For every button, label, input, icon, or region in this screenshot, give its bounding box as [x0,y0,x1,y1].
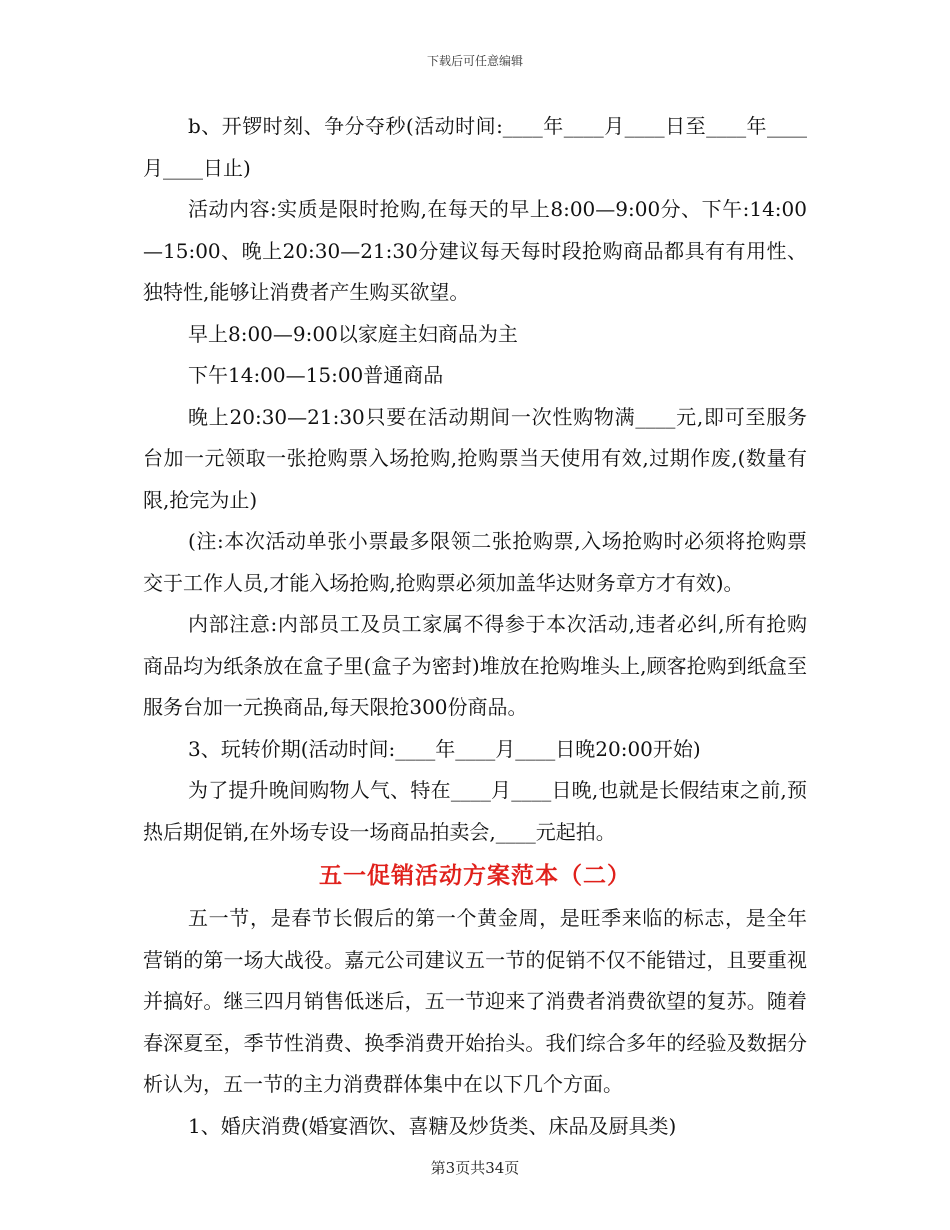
paragraph-wedding-consumption: 1、婚庆消费(婚宴酒饮、喜糖及炒货类、床品及厨具类) [188,1113,677,1138]
paragraph-afternoon-slot: 下午14:00—15:00普通商品 [188,363,444,387]
paragraph-activity-content: 活动内容:实质是限时抢购,在每天的早上8:00—9:00分、下午:14:00—15:00、晚上20:30—21:30分建议每天每时段抢购商品都具有有用性、独特性,能够让消费者产生购买欲望。 [143,197,807,304]
paragraph-opening-time: b、开锣时刻、争分夺秒(活动时间:____年____月____日至____年____月____日止) [143,114,807,180]
paragraph-may-day-intro: 五一节，是春节长假后的第一个黄金周，是旺季来临的标志，是全年营销的第一场大战役。嘉元公司建议五一节的促销不仅不能错过，且要重视并搞好。继三四月销售低迷后，五一节迎来了消费者消费欲望的复苏。随着春深夏至，季节性消费、换季消费开始抬头。我们综合多年的经验及数据分析认为，五一节的主力消费群体集中在以下几个方面。 [143,906,807,1096]
paragraph-price-period: 3、玩转价期(活动时间:____年____月____日晚20:00开始) [188,736,701,761]
page-header-note: 下载后可任意编辑 [426,54,523,68]
page-number: 第3页共34页 [430,1159,520,1177]
paragraph-morning-slot: 早上8:00—9:00以家庭主妇商品为主 [188,321,518,346]
paragraph-internal-note: 内部注意:内部员工及员工家属不得参于本次活动,违者必纠,所有抢购商品均为纸条放在盒子里(盒子为密封)堆放在抢购堆头上,顾客抢购到纸盒至服务台加一元换商品,每天限抢300份商品。 [143,612,807,719]
document-body [143,106,807,1147]
paragraph-ticket-note: (注:本次活动单张小票最多限领二张抢购票,入场抢购时必须将抢购票交于工作人员,才能入场抢购,抢购票必须加盖华达财务章方才有效)。 [143,529,807,595]
section-heading: 五一促销活动方案范本（二） [319,862,631,889]
paragraph-auction: 为了提升晚间购物人气、特在____月____日晚,也就是长假结束之前,预热后期促销,在外场专设一场商品拍卖会,____元起拍。 [143,778,807,844]
paragraph-evening-slot: 晚上20:30—21:30只要在活动期间一次性购物满____元,即可至服务台加一元领取一张抢购票入场抢购,抢购票当天使用有效,过期作废,(数量有限,抢完为止) [143,404,807,512]
